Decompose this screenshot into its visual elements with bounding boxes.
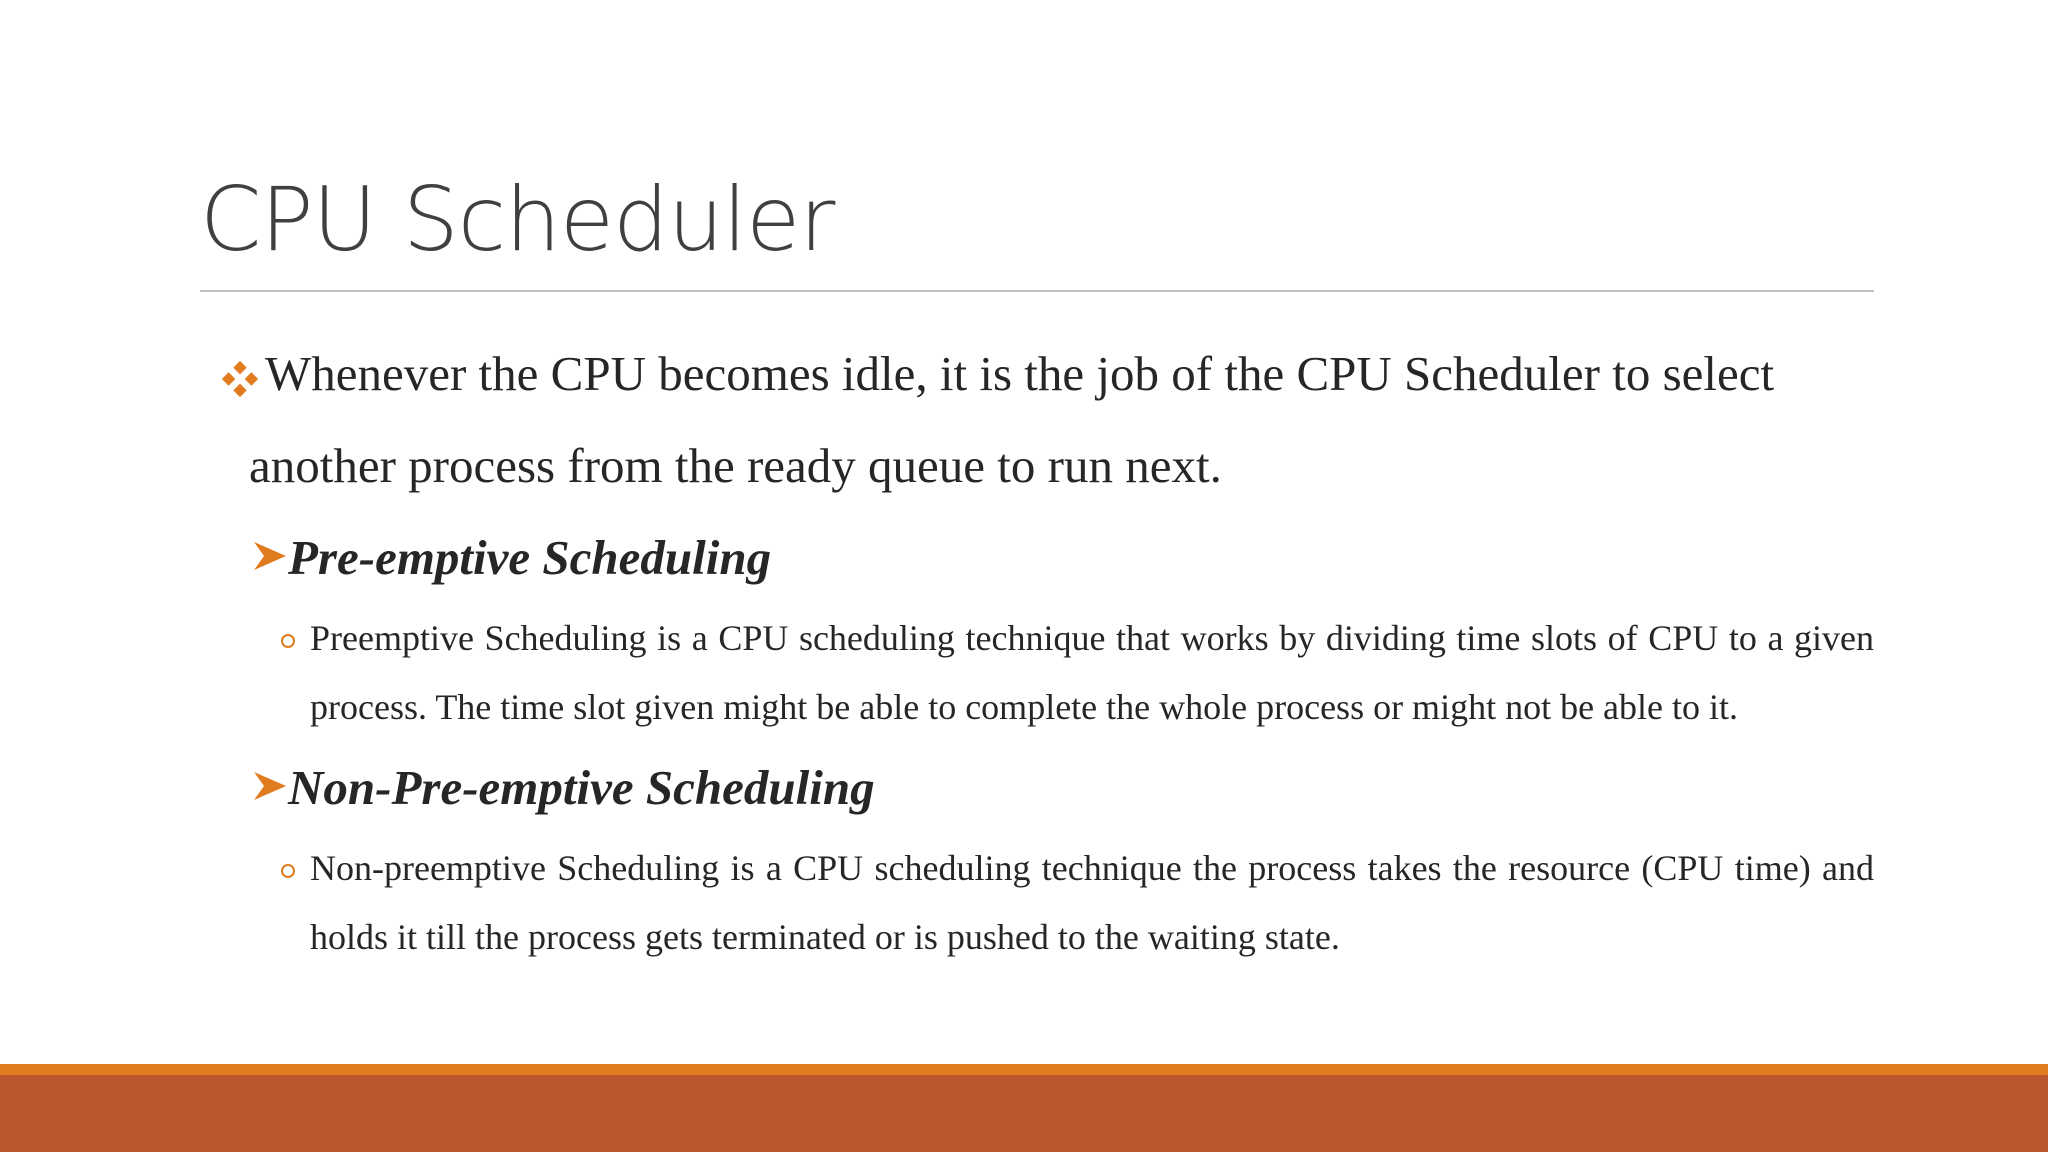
- main-bullet: [200, 328, 1874, 512]
- page-title: CPU Scheduler: [200, 168, 835, 271]
- hollow-circle-icon: [281, 864, 295, 878]
- section-heading-nonpreemptive: [200, 742, 1874, 834]
- section-detail-nonpreemptive: [200, 834, 1874, 972]
- title-divider: [200, 290, 1874, 292]
- main-bullet-line2: another process from the ready queue to run next.: [249, 438, 1222, 493]
- section-detail-preemptive: [200, 604, 1874, 742]
- section-heading-preemptive: [200, 512, 1874, 604]
- footer-accent-stripe: [0, 1064, 2048, 1075]
- arrowhead-icon: [252, 768, 288, 804]
- section-detail-text: Preemptive Scheduling is a CPU scheduling technique that works by dividing time slots of CPU to a given process. The time slot given might be able to complete the whole process or might not be able to it.: [310, 618, 1874, 727]
- footer-band: [0, 1075, 2048, 1152]
- slide-content: [200, 328, 1874, 972]
- hollow-circle-icon: [281, 634, 295, 648]
- arrowhead-icon: [252, 538, 288, 574]
- section-heading-label: Pre-emptive Scheduling: [288, 530, 772, 585]
- main-bullet-line1: Whenever the CPU becomes idle, it is the job of the CPU Scheduler to select: [265, 346, 1775, 401]
- diamond-cluster-icon: [221, 360, 259, 398]
- section-detail-text: Non-preemptive Scheduling is a CPU scheduling technique the process takes the resource (CPU time) and holds it till the process gets terminated or is pushed to the waiting state.: [310, 848, 1874, 957]
- section-heading-label: Non-Pre-emptive Scheduling: [288, 760, 875, 815]
